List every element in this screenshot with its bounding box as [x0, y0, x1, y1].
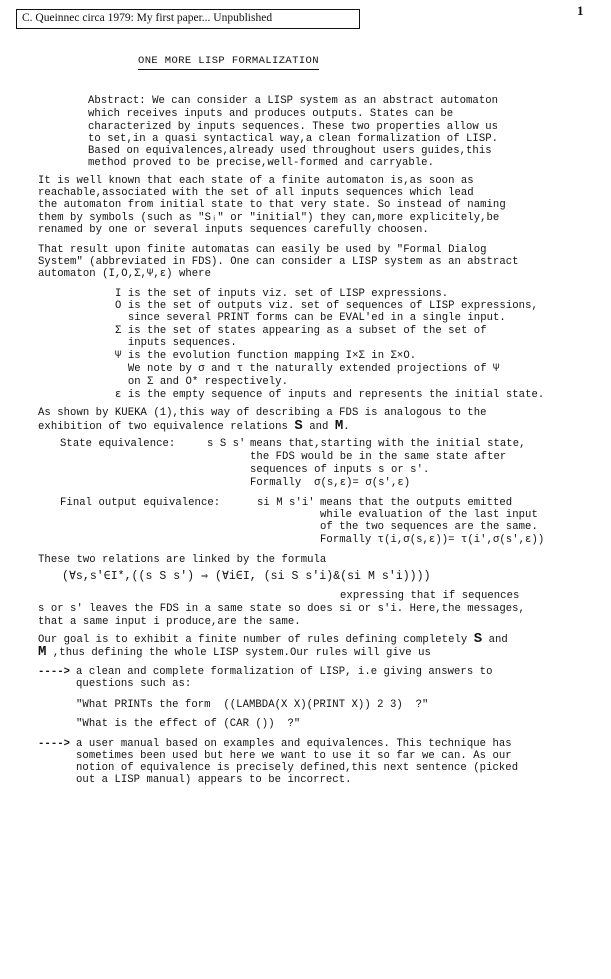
text-line — [38, 646, 431, 660]
abstract-line: to set,in a quasi syntactical way,a clean formalization of LISP. — [88, 133, 499, 145]
bullet-line: sometimes been used but here we want to use it so far we can. As our — [76, 750, 512, 762]
abstract-line: which receives inputs and produces outputs. States can be — [88, 108, 454, 120]
definition-line: Σ is the set of states appearing as a subset of the set of — [115, 325, 487, 337]
final-eq-label: Final output equivalence: — [60, 497, 221, 509]
text-line: the automaton from initial state to that very state. So instead of naming — [38, 199, 506, 211]
abstract-line: Abstract: We can consider a LISP system as an abstract automaton — [88, 95, 499, 107]
abstract-line: method proved to be precise,well-formed and carryable. — [88, 157, 434, 169]
abstract-line: characterized by inputs sequences. These two properties allow us — [88, 121, 499, 133]
final-eq-line: while evaluation of the last input — [320, 509, 538, 521]
text-line: As shown by KUEKA (1),this way of describing a FDS is analogous to the — [38, 407, 487, 419]
state-eq-formally: Formally σ(s,ε)= σ(s',ε) — [250, 477, 411, 489]
header-text: C. Queinnec circa 1979: My first paper... Unpublished — [22, 12, 273, 24]
text-line — [38, 633, 508, 647]
definition-line: inputs sequences. — [115, 337, 237, 349]
text-line: That result upon finite automatas can easily be used by "Formal Dialog — [38, 244, 487, 256]
bullet-line: out a LISP manual) appears to be incorrect. — [76, 774, 352, 786]
text-line: reachable,associated with the set of all inputs sequences which lead — [38, 187, 474, 199]
paper-title: ONE MORE LISP FORMALIZATION — [138, 55, 319, 70]
text-line: them by symbols (such as "Sᵢ" or "initial") they can,more explicitely,be — [38, 212, 500, 224]
text-line: expressing that if sequences — [340, 590, 520, 602]
definition-line: ε is the empty sequence of inputs and represents the initial state. — [115, 389, 545, 401]
equivalence-symbol-m: M — [38, 644, 47, 660]
and-word: and — [488, 634, 508, 646]
bullet-line: notion of equivalence is precisely defined,this next sentence (picked — [76, 762, 519, 774]
text-line: that a same input i produce,are the same. — [38, 616, 301, 628]
bullet-line: questions such as: — [76, 678, 192, 690]
page-number: 1 — [577, 3, 584, 18]
text-line: It is well known that each state of a finite automaton is,as soon as — [38, 175, 474, 187]
bullet-line: a user manual based on examples and equivalences. This technique has — [76, 738, 512, 750]
state-eq-label: State equivalence: — [60, 438, 176, 450]
state-eq-expr: s S s' — [207, 438, 246, 450]
text-fragment: Our goal is to exhibit a finite number of rules defining completely — [38, 634, 468, 646]
text-line: s or s' leaves the FDS in a same state so does si or s'i. Here,the messages, — [38, 603, 525, 615]
final-eq-expr: si M s'i' — [257, 497, 315, 509]
equivalence-symbol-s: S — [294, 418, 303, 434]
state-eq-line: sequences of inputs s or s'. — [250, 464, 430, 476]
equivalence-symbol-s: S — [473, 631, 483, 647]
question-line: "What PRINTs the form ((LAMBDA(X X)(PRINT X)) 2 3) ?" — [76, 699, 429, 711]
linking-formula: (∀s,s'∈I*,((s S s') ⇒ (∀i∈I, (si S s'i)&(si M s'i)))) — [62, 570, 431, 583]
and-word: and — [309, 421, 329, 433]
abstract-line: Based on equivalences,already used throughout users guides,this — [88, 145, 492, 157]
definition-line: O is the set of outputs viz. set of sequences of LISP expressions, — [115, 300, 538, 312]
text-line: automaton (I,O,Σ,Ψ,ε) where — [38, 268, 211, 280]
definition-line: on Σ and O* respectively. — [115, 376, 288, 388]
text-line: These two relations are linked by the formula — [38, 554, 327, 566]
equivalence-symbol-m: M — [334, 418, 344, 434]
arrow-icon: ----> — [38, 738, 71, 750]
definition-line: Ψ is the evolution function mapping I×Σ in Σ×O. — [115, 350, 417, 362]
definition-line: I is the set of inputs viz. set of LISP expressions. — [115, 288, 449, 300]
text-line: System" (abbreviated in FDS). One can consider a LISP system as an abstract — [38, 256, 519, 268]
final-eq-formally: Formally τ(i,σ(s,ε))= τ(i',σ(s',ε)) — [320, 534, 545, 546]
bullet-line: a clean and complete formalization of LISP, i.e giving answers to — [76, 666, 493, 678]
arrow-icon: ----> — [38, 666, 71, 678]
final-eq-line: means that the outputs emitted — [320, 497, 513, 509]
text-line: exhibition of two equivalence relations S and M. — [38, 418, 350, 434]
question-line: "What is the effect of (CAR ()) ?" — [76, 718, 301, 730]
state-eq-line: means that,starting with the initial state, — [250, 438, 526, 450]
state-eq-line: the FDS would be in the same state after — [250, 451, 507, 463]
text-line: renamed by one or several inputs sequences carefully choosen. — [38, 224, 429, 236]
definition-line: We note by σ and τ the naturally extended projections of Ψ — [115, 363, 500, 375]
text-fragment: exhibition of two equivalence relations — [38, 421, 288, 433]
text-fragment: ,thus defining the whole LISP system.Our rules will give us — [52, 647, 431, 659]
final-eq-line: of the two sequences are the same. — [320, 521, 538, 533]
definition-line: since several PRINT forms can be EVAL'ed in a single input. — [115, 312, 506, 324]
